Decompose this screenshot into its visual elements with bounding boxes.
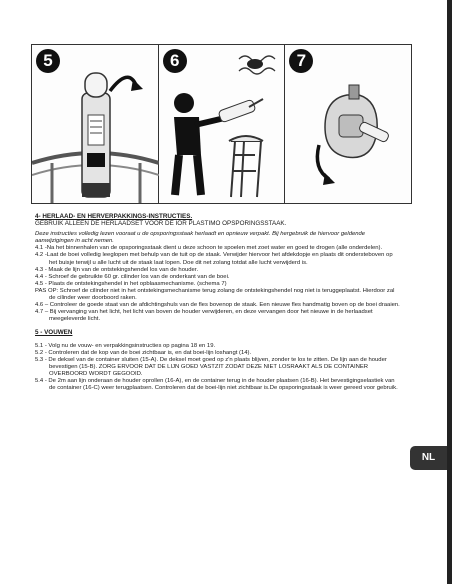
section-5-item: 5.1 - Volg nu de vouw- en verpakkingsinstructies op pagina 18 en 19. xyxy=(35,342,216,349)
instructions-text xyxy=(35,213,400,392)
section-4-warning: PAS OP: Schroef de cilinder niet in het ontstekingsmechanisme terug zolang de ontstekingshendel nog niet is teruggeplaatst. Hierdoor zal de cilinder weer doorboord raken. xyxy=(35,287,395,302)
section-4-item: 4.2 -Laat de boei volledig leeglopen met behulp van de tuit op de staak. Verwijder hiervoor het afdekdopje en plaats dit ondersteboven op het buisje terwijl u alle lucht uit de staak laat lopen. Doe dit net zolang totdat alle lucht verwijderd is. xyxy=(35,252,393,266)
section-5-item: 5.2 - Controleren dat de kop van de boei zichtbaar is, en dat boei-lijn loshangt (14). xyxy=(35,349,252,356)
section-5-item: 5.3 - De deksel van de container sluiten (15-A). De deksel moet goed op z'n plaats blijven, zonder te los te zitten. De lijn aan de houder bevestigen (15-B). ZORG ERVOOR DAT DE LIJN GOED VASTZIT ZODAT DEZE NIET LOSRAAKT ALS DE CONTAINER OVERBOORD WORDT GEGOOID. xyxy=(35,356,387,377)
section-4-subheading: GEBRUIK ALLEEN DE HERLAADSET VOOR DE IOR PLASTIMO OPSPORINGSSTAAK. xyxy=(35,220,287,228)
section-5-item: 5.4 - De 2m aan lijn onderaan de houder oprollen (16-A), en de container terug in de houder plaatsen (16-B). Het bevestigingselastiek van de container (16-C) weer terugplaatsen. Controleren dat de boei-lijn niet zichtbaar is.De opsporingsstaak is weer gereed voor gebruik. xyxy=(35,377,398,392)
language-tab: NL xyxy=(410,446,447,470)
section-4-item: 4.5 - Plaats de ontstekingshendel in het opblaasmechanisme. (schema 7) xyxy=(35,280,227,287)
panel-number-6: 6 xyxy=(163,49,187,73)
page-edge-bar xyxy=(447,0,452,584)
section-4-item: 4.3 - Maak de lijn van de ontstekingshendel los van de houder. xyxy=(35,266,199,273)
panel-number-7: 7 xyxy=(289,49,313,73)
panel-number-5: 5 xyxy=(36,49,60,73)
illustration-panel-5 xyxy=(32,45,159,203)
illustration-panel-6 xyxy=(159,45,286,203)
section-4-item: 4.7 – Bij vervanging van het licht, het licht van boven de houder verwijderen, en deze vervangen door het nieuwe in de herlaadset meegeleverde licht. xyxy=(35,309,373,323)
section-5-heading: 5 - VOUWEN xyxy=(35,329,73,337)
section-4-item: 4.1 -Na het binnenhalen van de opsporingsstaak dient u deze schoon te spoelen met zoet water en goed te drogen (alle onderdelen). xyxy=(35,245,383,252)
illustration-strip xyxy=(31,44,412,204)
section-4-item: 4.4 - Schroef de gebruikte 60 gr. cilinder los van de onderkant van de boei. xyxy=(35,273,230,280)
section-4-intro: Deze instructies volledig lezen vooraat u de opsporingsstaak herlaadt en opnieuw verpakt. Bij hergebruik de hiervoor geldende aanwijzigingen in acht nemen. xyxy=(35,231,366,245)
section-4-item: 4.6 – Controleer de goede staat van de afdichtingshuls van de fles bovenop de staak. Een nieuwe fles handmatig boven op de boei draaien. xyxy=(35,302,400,309)
section-4-heading: 4- HERLAAD- EN HERVERPAKKINGS-INSTRUCTIES. xyxy=(35,213,193,220)
illustration-panel-7 xyxy=(285,45,411,203)
